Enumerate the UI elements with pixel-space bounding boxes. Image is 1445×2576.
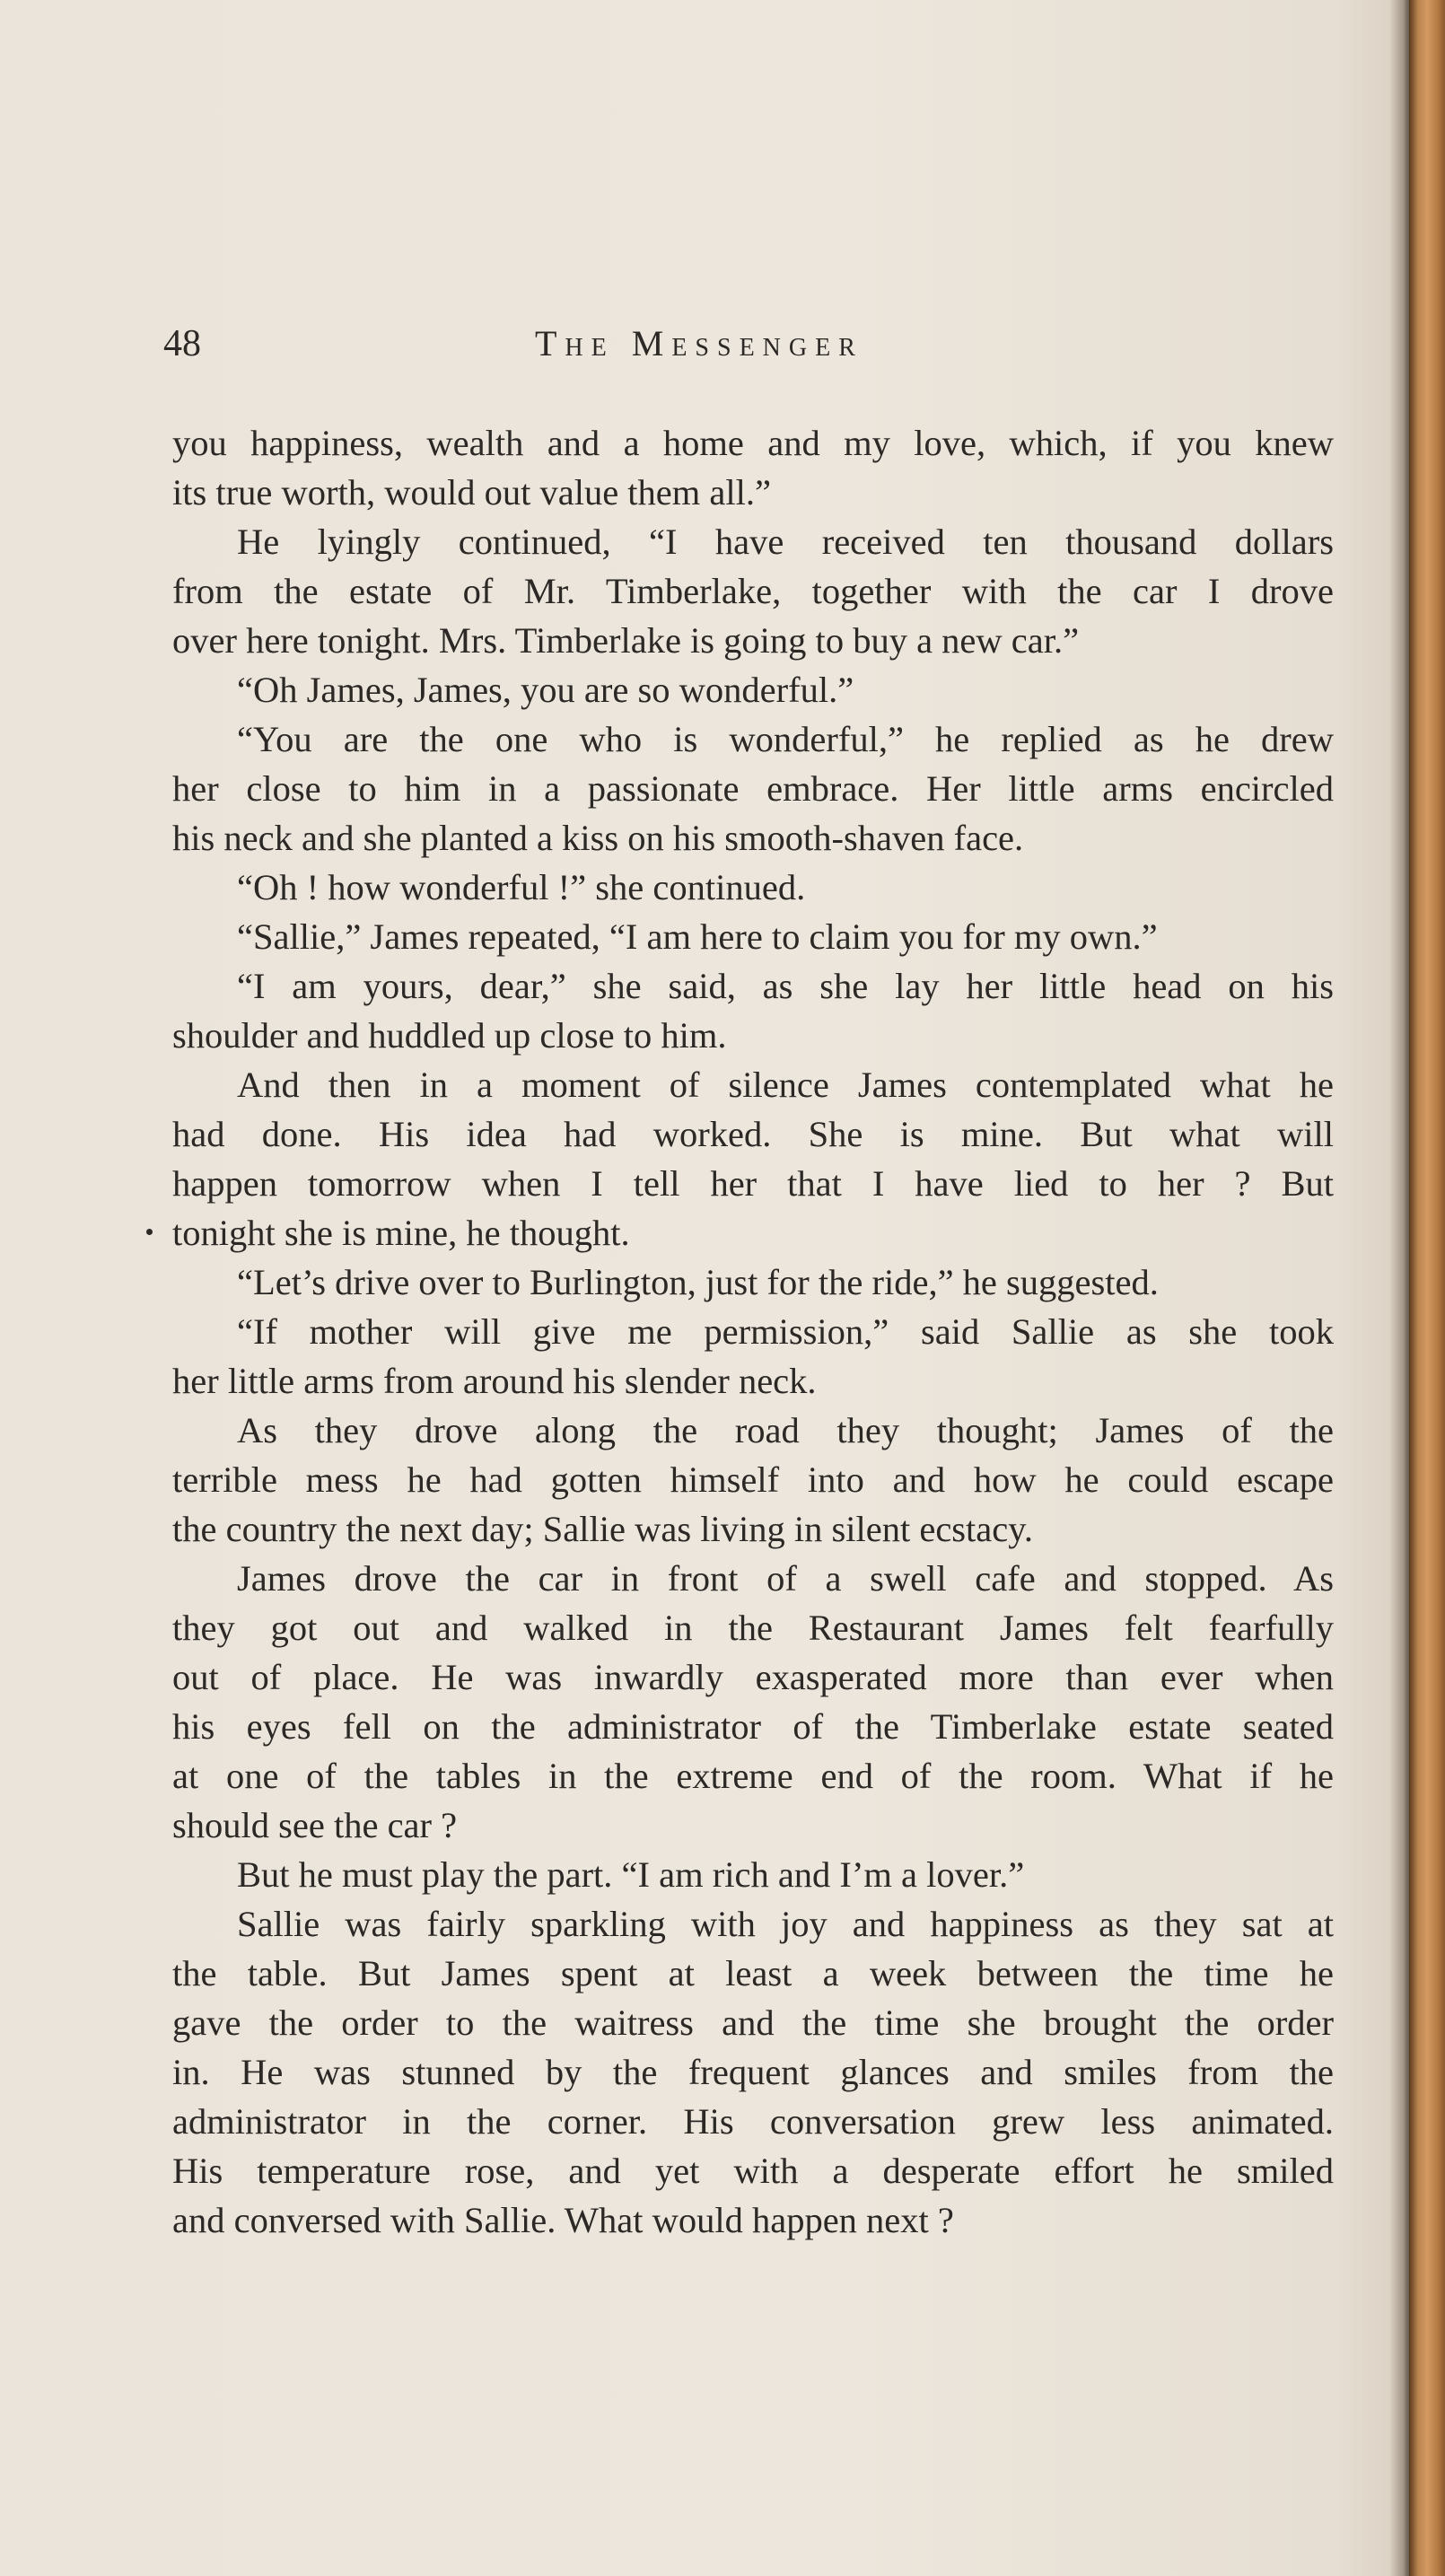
- text-line: administrator in the corner. His conversation grew less animated.: [172, 2101, 1334, 2142]
- text-line: His temperature rose, and yet with a desperate effort he smiled: [172, 2151, 1334, 2191]
- text-line: “If mother will give me permission,” said Sallie as she took: [237, 1311, 1334, 1352]
- margin-mark: [146, 1229, 153, 1235]
- text-line: “You are the one who is wonderful,” he replied as he drew: [237, 719, 1334, 759]
- paragraph: [172, 1850, 1334, 1899]
- text-line: you happiness, wealth and a home and my love, which, if you knew: [172, 423, 1334, 463]
- paragraph: [172, 1060, 1334, 1257]
- running-head: The Messenger: [535, 323, 863, 364]
- paragraph: [172, 665, 1334, 714]
- paragraph: [172, 912, 1334, 961]
- text-line: should see the car ?: [172, 1805, 458, 1845]
- text-line: terrible mess he had gotten himself into and how he could escape: [172, 1459, 1334, 1500]
- text-line: shoulder and huddled up close to him.: [172, 1015, 727, 1056]
- text-line: the country the next day; Sallie was living in silent ecstacy.: [172, 1509, 1034, 1549]
- page-number: 48: [163, 323, 201, 364]
- text-line: “Sallie,” James repeated, “I am here to claim you for my own.”: [237, 916, 1158, 957]
- text-line: over here tonight. Mrs. Timberlake is going to buy a new car.”: [172, 620, 1080, 661]
- text-line: He lyingly continued, “I have received ten thousand dollars: [237, 521, 1334, 562]
- text-line: his eyes fell on the administrator of the Timberlake estate seated: [172, 1706, 1334, 1747]
- text-line: “Oh James, James, you are so wonderful.”: [237, 670, 854, 710]
- body-text: [172, 418, 1334, 2245]
- text-line: Sallie was fairly sparkling with joy and happiness as they sat at: [237, 1904, 1334, 1944]
- text-line: And then in a moment of silence James contemplated what he: [237, 1065, 1334, 1105]
- text-line: at one of the tables in the extreme end of the room. What if he: [172, 1756, 1334, 1796]
- paragraph: [172, 1899, 1334, 2245]
- paragraph: [172, 1257, 1334, 1307]
- text-line: “Oh ! how wonderful !” she continued.: [237, 867, 806, 907]
- text-line: its true worth, would out value them all.”: [172, 472, 771, 513]
- text-line: her close to him in a passionate embrace. Her little arms encircled: [172, 768, 1334, 809]
- text-line: But he must play the part. “I am rich and I’m a lover.”: [237, 1854, 1025, 1895]
- text-line: had done. His idea had worked. She is mine. But what will: [172, 1114, 1334, 1154]
- paragraph: [172, 863, 1334, 912]
- paragraph: [172, 961, 1334, 1060]
- text-line: from the estate of Mr. Timberlake, together with the car I drove: [172, 571, 1334, 611]
- text-line: his neck and she planted a kiss on his smooth-shaven face.: [172, 818, 1024, 858]
- paragraph: [172, 1307, 1334, 1406]
- text-line: her little arms from around his slender neck.: [172, 1361, 817, 1401]
- text-line: out of place. He was inwardly exasperated more than ever when: [172, 1657, 1334, 1697]
- book-spine: [1409, 0, 1445, 2576]
- paragraph: [172, 1554, 1334, 1850]
- text-line: in. He was stunned by the frequent glances and smiles from the: [172, 2052, 1334, 2092]
- text-line: As they drove along the road they thought; James of the: [237, 1410, 1334, 1450]
- text-line: James drove the car in front of a swell cafe and stopped. As: [237, 1558, 1334, 1599]
- text-line: “I am yours, dear,” she said, as she lay her little head on his: [237, 966, 1334, 1006]
- text-line: happen tomorrow when I tell her that I have lied to her ? But: [172, 1163, 1334, 1204]
- page-edge-shadow: [1389, 0, 1409, 2576]
- paragraph: [172, 418, 1334, 517]
- text-line: they got out and walked in the Restaurant James felt fearfully: [172, 1608, 1334, 1648]
- text-line: gave the order to the waitress and the time she brought the order: [172, 2002, 1334, 2043]
- paragraph: [172, 517, 1334, 665]
- page-header: [0, 321, 1407, 366]
- text-line: the table. But James spent at least a week between the time he: [172, 1953, 1334, 1993]
- text-line: “Let’s drive over to Burlington, just for the ride,” he suggested.: [237, 1262, 1159, 1302]
- paragraph: [172, 1406, 1334, 1554]
- text-line: and conversed with Sallie. What would happen next ?: [172, 2200, 954, 2240]
- text-line: tonight she is mine, he thought.: [172, 1213, 630, 1253]
- paragraph: [172, 714, 1334, 863]
